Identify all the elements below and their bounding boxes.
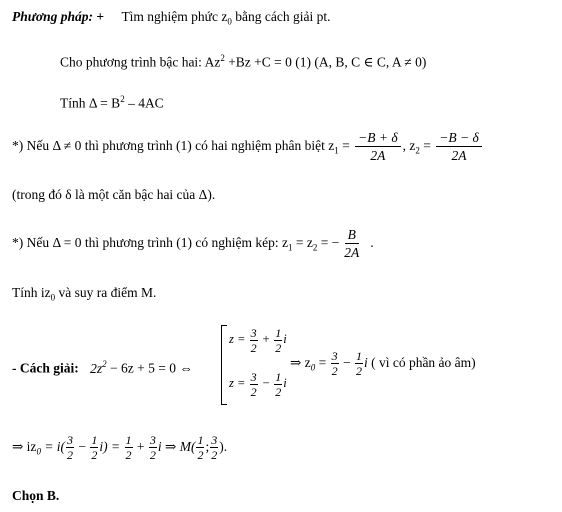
fraction-denominator: 2	[211, 448, 218, 463]
fraction-numerator: 3	[250, 369, 257, 384]
fraction-numerator: 1	[275, 325, 282, 340]
fraction-denominator: 2	[331, 364, 338, 379]
fraction-numerator: 1	[91, 433, 98, 448]
fraction	[90, 434, 98, 461]
fraction-numerator: −B − δ	[436, 130, 482, 147]
fraction-denominator: 2	[250, 384, 257, 399]
iz-line	[12, 285, 156, 306]
eq-post: − 6z + 5 = 0 ⇔	[106, 360, 193, 376]
iz-post: và suy ra điểm M.	[55, 285, 157, 300]
root2-fraction	[436, 130, 482, 163]
fraction-denominator: 2	[250, 340, 257, 355]
closing: ).	[219, 439, 228, 454]
subscript: 0	[36, 446, 41, 457]
fraction-numerator: 3	[67, 433, 74, 448]
equals: =	[315, 355, 330, 370]
subscript: 2	[312, 242, 318, 253]
quad-pre: Cho phương trình bậc hai: Az	[60, 54, 221, 70]
double-root-fraction	[341, 227, 362, 260]
delta-pre: Tính Δ = B	[60, 95, 121, 111]
eq-pre: 2z	[90, 360, 103, 376]
fraction	[210, 434, 218, 461]
fraction-numerator: 1	[355, 349, 362, 364]
case1-text: *) Nếu Δ ≠ 0 thì phương trình (1) có hai nghiệm phân biệt z	[12, 138, 335, 153]
operator: −	[258, 376, 274, 390]
fraction-denominator: 2	[197, 448, 204, 463]
root-pre: z =	[229, 376, 249, 390]
equals: = i(	[40, 439, 66, 454]
root1-fraction	[355, 130, 401, 163]
fraction-denominator: 2A	[344, 245, 360, 261]
method-intro-rest: bằng cách giải pt.	[231, 9, 331, 24]
fraction-numerator: 3	[211, 433, 218, 448]
fraction-denominator: 2	[67, 448, 74, 463]
iz0-line	[12, 428, 227, 471]
subscript: 2	[415, 145, 420, 156]
method-intro: Tìm nghiệm phức z	[121, 9, 228, 24]
root-pre: z =	[229, 332, 249, 346]
fraction-denominator: 2	[275, 384, 282, 399]
imaginary-unit: i	[283, 332, 287, 346]
root-1	[229, 322, 287, 356]
operator: +	[258, 332, 274, 346]
subscript: 0	[50, 292, 56, 303]
fraction	[274, 327, 282, 354]
superscript: 2	[102, 359, 107, 369]
fraction	[125, 434, 133, 461]
system-bracket	[221, 325, 227, 405]
subscript: 1	[334, 145, 339, 156]
fraction-numerator: 3	[149, 433, 156, 448]
fraction	[196, 434, 204, 461]
plus-sign: +	[96, 9, 105, 24]
fraction-denominator: 2A	[370, 148, 386, 164]
equals: = −	[317, 235, 340, 250]
implies: ⇒ iz	[12, 439, 37, 454]
method-heading: Phương pháp:	[12, 9, 93, 24]
fraction	[274, 371, 282, 398]
fraction-numerator: 3	[250, 325, 257, 340]
fraction-denominator: 2	[91, 448, 98, 463]
answer: Chọn B.	[12, 488, 60, 503]
root-2	[229, 366, 287, 400]
imaginary-unit: i) =	[99, 439, 124, 454]
fraction	[149, 434, 157, 461]
fraction-numerator: B	[345, 227, 359, 244]
fraction-numerator: 3	[331, 349, 338, 364]
fraction-numerator: 1	[197, 433, 204, 448]
fraction-numerator: 1	[125, 433, 132, 448]
fraction-numerator: −B + δ	[355, 130, 401, 147]
superscript: 2	[220, 53, 225, 63]
fraction-denominator: 2	[125, 448, 132, 463]
fraction	[66, 434, 74, 461]
separator: , z	[402, 138, 416, 153]
subscript: 0	[310, 362, 316, 373]
operator: +	[133, 439, 148, 454]
imaginary-unit: i	[283, 376, 287, 390]
fraction	[250, 371, 258, 398]
fraction-denominator: 2A	[451, 148, 467, 164]
fraction-denominator: 2	[275, 340, 282, 355]
note-line: (trong đó δ là một căn bậc hai của Δ).	[12, 187, 216, 202]
solution-heading: - Cách giải:	[12, 360, 79, 376]
point-m: i ⇒ M(	[157, 439, 196, 454]
case-distinct-line	[12, 128, 484, 169]
reason-text: ( vì có phần ảo âm)	[367, 355, 476, 370]
equals: =	[419, 138, 435, 153]
delta-line	[60, 91, 164, 112]
superscript: 2	[120, 94, 125, 104]
case2-text: *) Nếu Δ = 0 thì phương trình (1) có nghiệm kép: z	[12, 235, 288, 250]
z0-result	[290, 344, 476, 387]
iz-pre: Tính iz	[12, 285, 51, 300]
operator: −	[75, 439, 90, 454]
fraction-denominator: 2	[355, 364, 362, 379]
imaginary-unit: i	[363, 355, 368, 370]
equals: =	[338, 138, 354, 153]
separator: ;	[205, 439, 210, 454]
fraction-denominator: 2	[149, 448, 156, 463]
subscript: 0	[227, 16, 232, 27]
implies: ⇒ z	[290, 355, 311, 370]
fraction-numerator: 1	[275, 369, 282, 384]
fraction	[355, 350, 363, 377]
method-line	[12, 9, 330, 30]
operator: −	[339, 355, 354, 370]
case-double-line	[12, 225, 374, 266]
delta-post: – 4AC	[124, 95, 164, 111]
period: .	[370, 235, 374, 250]
solution-line	[12, 356, 193, 377]
subscript: 1	[287, 242, 293, 253]
case2-mid: = z	[292, 235, 313, 250]
fraction	[250, 327, 258, 354]
quad-post: +Bz +C = 0 (1) (A, B, C ∈ C, A ≠ 0)	[224, 54, 427, 70]
fraction	[331, 350, 339, 377]
quadratic-line	[60, 50, 426, 71]
